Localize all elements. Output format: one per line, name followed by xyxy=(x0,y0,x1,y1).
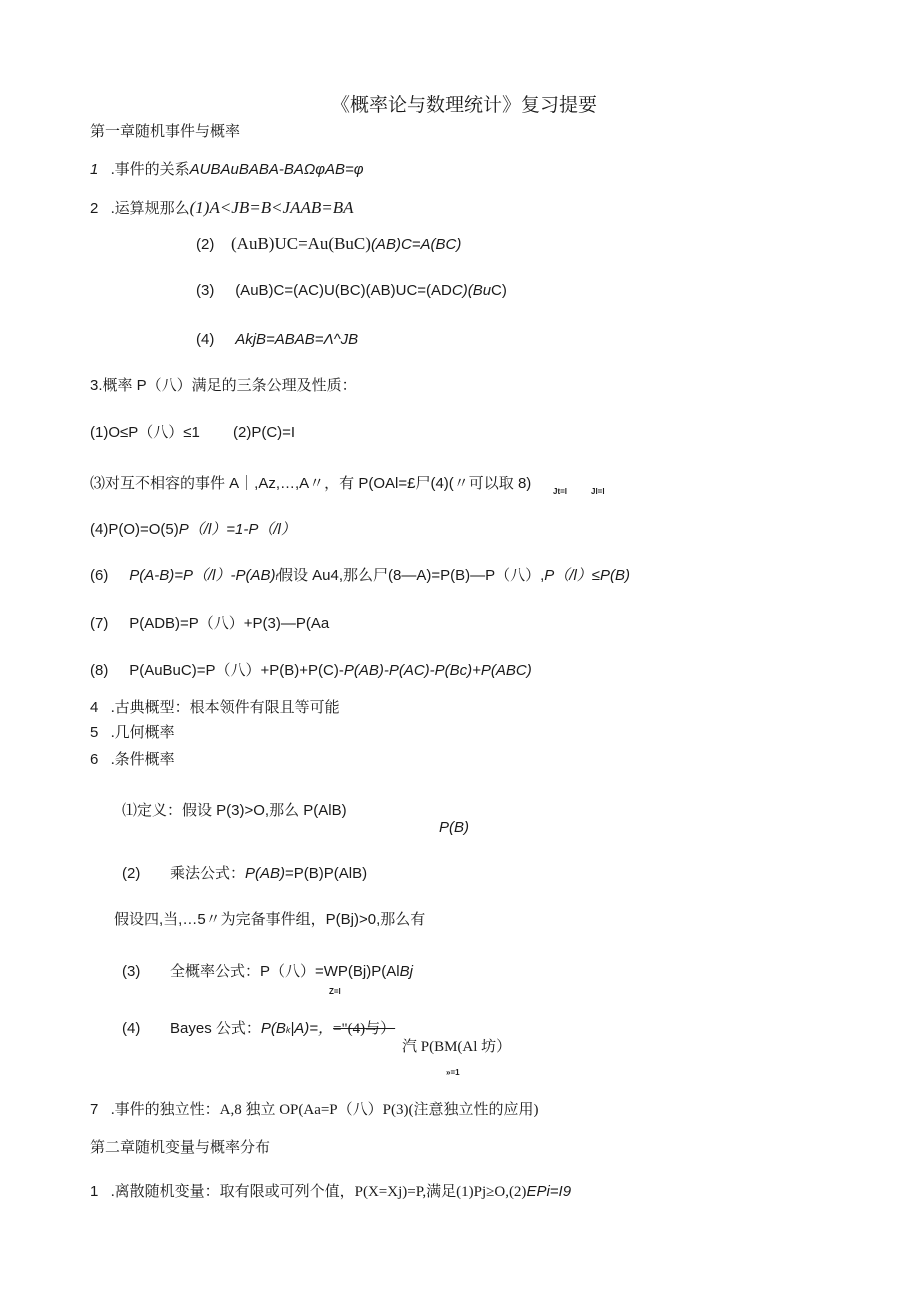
item-number: 7 xyxy=(90,1101,99,1118)
item-5 xyxy=(90,723,175,743)
item-text: .离散随机变量：取有限或可列个值，P(X=Xj)=P,满足(1)Pj≥O,(2) xyxy=(110,1184,527,1200)
item-text: .事件的独立性：A,8 独立 OP(Aa=P（八）P(3)(注意独立性的应用) xyxy=(110,1102,539,1118)
item-number: 1 xyxy=(90,161,99,178)
item-text: .条件概率 xyxy=(110,752,175,768)
chapter-2-item-1 xyxy=(90,1182,571,1202)
formula: (AuB)UC=Au(BuC) xyxy=(231,234,371,253)
chapter-2-heading: 第二章随机变量与概率分布 xyxy=(90,1140,271,1156)
formula: (1)A<JB=B<JAAB=BA xyxy=(189,198,354,217)
property-7 xyxy=(90,614,329,634)
rule-number: (3) xyxy=(122,963,141,980)
subscript: Z=l xyxy=(329,987,341,996)
rule-number: (2) xyxy=(196,236,215,253)
formula: AkjB=ABAB=Λ^JB xyxy=(235,331,359,348)
rule-4 xyxy=(196,330,358,350)
item-text: .事件的关系 xyxy=(110,162,190,178)
item-7 xyxy=(90,1100,538,1120)
property-text: (4)P(O)=O(5) xyxy=(90,521,179,538)
total-probability xyxy=(122,962,442,996)
rule-text: 乘法公式：P(AB)=P(B)P(AlB) xyxy=(170,865,368,882)
item-6 xyxy=(90,750,175,770)
axiom-text: ⑶对互不相容的事件 A｜,Az,…,A〃，有 P(OAl=£尸(4)(〃可以取 8) xyxy=(90,475,532,492)
rule-3 xyxy=(196,281,507,301)
item-4 xyxy=(90,698,340,718)
formula: P(A-B)=P（/l）-P(AB) xyxy=(129,567,276,584)
property-text: P(AuBuC)=P（八）+P(B)+P(C)- xyxy=(129,662,344,679)
property-text: 假设 Au4,那么尸(8—A)=P(B)—P（八）, xyxy=(277,567,545,584)
property-number: (6) xyxy=(90,567,109,584)
item-text: .运算规那么 xyxy=(110,201,190,217)
property-8 xyxy=(90,661,532,681)
property-number: (7) xyxy=(90,615,109,632)
subscript: »=1 xyxy=(446,1068,460,1077)
rule-number: (4) xyxy=(122,1020,141,1037)
item-3: 3.概率 P（八）满足的三条公理及性质： xyxy=(90,377,357,394)
item-number: 5 xyxy=(90,724,99,741)
formula: EPi=I9 xyxy=(526,1183,572,1200)
property-4-5 xyxy=(90,520,296,540)
property-6 xyxy=(90,566,630,587)
multiplication-rule xyxy=(122,864,368,884)
formula: (AuB)C=(AC)U(BC)(AB)UC=(AD xyxy=(235,282,452,299)
formula: P（/l）=1-P（/l） xyxy=(178,521,296,538)
item-number: 1 xyxy=(90,1183,99,1200)
formula: AUBAuBABA-BAΩφAB=φ xyxy=(189,161,364,178)
rule-number: (3) xyxy=(196,282,215,299)
item-number: 6 xyxy=(90,751,99,768)
item-text: .古典概型：根本领件有限且等可能 xyxy=(110,700,340,716)
item-2 xyxy=(90,198,354,219)
formula: (AB)C=A(BC) xyxy=(370,236,462,253)
formula: C)(Bu xyxy=(451,282,492,299)
property-number: (8) xyxy=(90,662,109,679)
subscript: f xyxy=(275,572,278,582)
item-number: 2 xyxy=(90,200,99,217)
struck-numerator: ="(4)与） xyxy=(333,1021,396,1037)
bayes-formula xyxy=(122,1019,542,1079)
axiom-2: (2)P(C)=I xyxy=(233,424,296,441)
rule-text: 全概率公式：P（八）=WP(Bj)P(AlBj xyxy=(170,963,413,980)
rule-2 xyxy=(196,234,461,255)
subscript: Jt=l xyxy=(553,487,568,496)
rule-text: Bayes 公式：P(Bk|A)=，="(4)与） xyxy=(170,1020,396,1037)
rule-number: (4) xyxy=(196,331,215,348)
axiom-1: (1)O≤P（八）≤1 xyxy=(90,424,200,441)
complete-event-note: 假设四,当,…5〃为完备事件组，P(Bj)>0,那么有 xyxy=(114,911,426,928)
condition-definition: ⑴定义：假设 P(3)>O,那么 P(AlB) xyxy=(122,802,347,819)
item-1 xyxy=(90,160,364,180)
item-number: 4 xyxy=(90,699,99,716)
chapter-1-heading: 第一章随机事件与概率 xyxy=(90,124,241,140)
axiom-3 xyxy=(90,474,630,498)
property-text: P(ADB)=P（八）+P(3)—P(Aa xyxy=(129,615,330,632)
rule-number: (2) xyxy=(122,865,141,882)
formula: P（/l）≤P(B) xyxy=(544,567,631,584)
formula: C) xyxy=(491,282,507,299)
bayes-denominator: 汽 P(BM(Al 坊） xyxy=(402,1039,512,1055)
condition-denominator: P(B) xyxy=(439,819,469,836)
subscript: Jl=l xyxy=(591,487,605,496)
item-text: .几何概率 xyxy=(110,725,175,741)
axioms-1-2 xyxy=(90,423,296,443)
page-title: 《概率论与数理统计》复习提要 xyxy=(331,95,598,116)
formula: P(AB)-P(AC)-P(Bc)+P(ABC) xyxy=(343,662,532,679)
